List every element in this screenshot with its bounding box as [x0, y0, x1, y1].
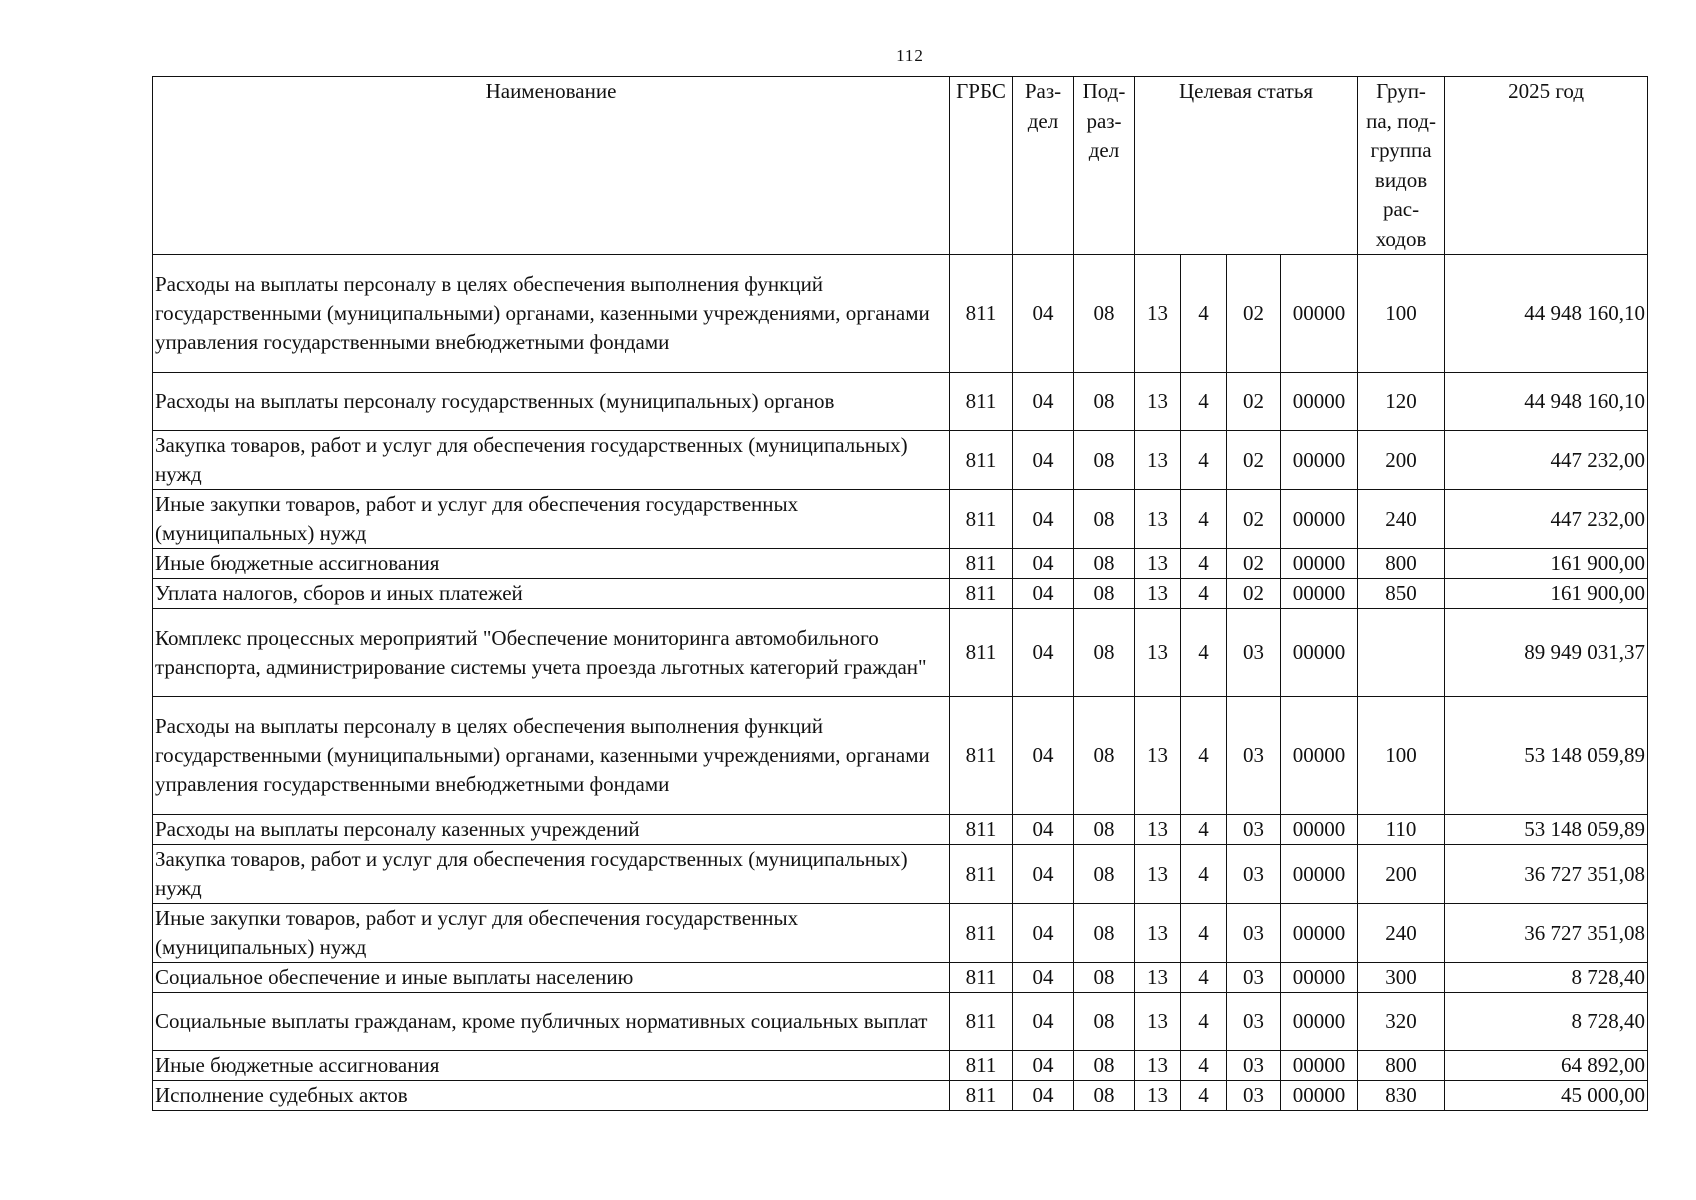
table-row: [153, 845, 1648, 904]
row-cs-complex: 03: [1227, 1081, 1281, 1111]
row-razdel: 04: [1013, 255, 1074, 373]
row-grbs: 811: [950, 490, 1013, 549]
row-grbs: 811: [950, 255, 1013, 373]
row-cs-program: 13: [1135, 431, 1181, 490]
row-razdel: 04: [1013, 697, 1074, 815]
row-vid-rashodov: 120: [1358, 373, 1445, 431]
row-amount: 161 900,00: [1445, 549, 1648, 579]
table-header-row: [153, 77, 1648, 255]
table-row: [153, 993, 1648, 1051]
row-name: Иные бюджетные ассигнования: [153, 549, 950, 579]
row-cs-type: 4: [1181, 373, 1227, 431]
row-vid-rashodov: 850: [1358, 579, 1445, 609]
row-vid-rashodov: 240: [1358, 490, 1445, 549]
row-cs-complex: 02: [1227, 431, 1281, 490]
row-cs-complex: 03: [1227, 609, 1281, 697]
row-vid-rashodov: 200: [1358, 845, 1445, 904]
row-amount: 447 232,00: [1445, 431, 1648, 490]
row-name: Закупка товаров, работ и услуг для обеспечения государственных (муниципальных) нужд: [153, 431, 950, 490]
row-razdel: 04: [1013, 579, 1074, 609]
row-cs-direction: 00000: [1281, 579, 1358, 609]
row-vid-rashodov: 300: [1358, 963, 1445, 993]
row-cs-complex: 03: [1227, 993, 1281, 1051]
row-cs-direction: 00000: [1281, 963, 1358, 993]
row-cs-complex: 03: [1227, 815, 1281, 845]
header-name: [153, 77, 950, 255]
row-name: Закупка товаров, работ и услуг для обеспечения государственных (муниципальных) нужд: [153, 845, 950, 904]
row-cs-direction: 00000: [1281, 609, 1358, 697]
row-cs-complex: 03: [1227, 904, 1281, 963]
row-cs-type: 4: [1181, 1081, 1227, 1111]
row-podrazdel: 08: [1074, 1051, 1135, 1081]
row-grbs: 811: [950, 697, 1013, 815]
table-row: [153, 697, 1648, 815]
header-celevaya: [1135, 77, 1358, 255]
row-razdel: 04: [1013, 549, 1074, 579]
row-cs-type: 4: [1181, 904, 1227, 963]
table-row: [153, 579, 1648, 609]
row-podrazdel: 08: [1074, 904, 1135, 963]
row-cs-direction: 00000: [1281, 1051, 1358, 1081]
table-row: [153, 963, 1648, 993]
header-year-label: 2025 год: [1508, 79, 1584, 103]
header-name-label: Наименование: [485, 79, 617, 103]
row-name: Социальные выплаты гражданам, кроме публичных нормативных социальных выплат: [153, 993, 950, 1051]
row-cs-complex: 02: [1227, 373, 1281, 431]
row-podrazdel: 08: [1074, 579, 1135, 609]
row-cs-complex: 03: [1227, 697, 1281, 815]
row-vid-rashodov: 100: [1358, 697, 1445, 815]
row-razdel: 04: [1013, 373, 1074, 431]
table-row: [153, 255, 1648, 373]
row-amount: 44 948 160,10: [1445, 255, 1648, 373]
row-name: Иные закупки товаров, работ и услуг для обеспечения государственных (муниципальных) нужд: [153, 904, 950, 963]
row-cs-type: 4: [1181, 845, 1227, 904]
row-cs-program: 13: [1135, 490, 1181, 549]
row-amount: 161 900,00: [1445, 579, 1648, 609]
row-cs-program: 13: [1135, 579, 1181, 609]
row-vid-rashodov: 800: [1358, 1051, 1445, 1081]
row-cs-type: 4: [1181, 255, 1227, 373]
row-amount: 447 232,00: [1445, 490, 1648, 549]
row-cs-program: 13: [1135, 255, 1181, 373]
row-podrazdel: 08: [1074, 490, 1135, 549]
row-cs-complex: 02: [1227, 490, 1281, 549]
row-grbs: 811: [950, 373, 1013, 431]
row-name: Исполнение судебных актов: [153, 1081, 950, 1111]
row-amount: 8 728,40: [1445, 963, 1648, 993]
row-razdel: 04: [1013, 904, 1074, 963]
row-cs-type: 4: [1181, 549, 1227, 579]
row-cs-type: 4: [1181, 490, 1227, 549]
row-name: Расходы на выплаты персоналу в целях обеспечения выполнения функций государственными (муниципальными) органами, казенными учреждениями, органами управления государственными внебюджетными фондами: [153, 255, 950, 373]
row-name: Расходы на выплаты персоналу в целях обеспечения выполнения функций государственными (муниципальными) органами, казенными учреждениями, органами управления государственными внебюджетными фондами: [153, 697, 950, 815]
table-row: [153, 1081, 1648, 1111]
row-razdel: 04: [1013, 1051, 1074, 1081]
row-podrazdel: 08: [1074, 697, 1135, 815]
row-razdel: 04: [1013, 815, 1074, 845]
row-amount: 44 948 160,10: [1445, 373, 1648, 431]
row-amount: 53 148 059,89: [1445, 815, 1648, 845]
row-grbs: 811: [950, 904, 1013, 963]
row-vid-rashodov: 320: [1358, 993, 1445, 1051]
row-grbs: 811: [950, 549, 1013, 579]
table-row: [153, 431, 1648, 490]
row-cs-type: 4: [1181, 1051, 1227, 1081]
row-cs-direction: 00000: [1281, 1081, 1358, 1111]
row-cs-direction: 00000: [1281, 431, 1358, 490]
header-celevaya-label: Целевая статья: [1178, 79, 1314, 103]
row-podrazdel: 08: [1074, 255, 1135, 373]
row-cs-program: 13: [1135, 1081, 1181, 1111]
row-razdel: 04: [1013, 490, 1074, 549]
row-cs-program: 13: [1135, 815, 1181, 845]
row-name: Социальное обеспечение и иные выплаты населению: [153, 963, 950, 993]
row-podrazdel: 08: [1074, 1081, 1135, 1111]
header-grbs-label: ГРБС: [956, 79, 1006, 103]
row-razdel: 04: [1013, 845, 1074, 904]
row-name: Комплекс процессных мероприятий "Обеспечение мониторинга автомобильного транспорта, администрирование системы учета проезда льготных категорий граждан": [153, 609, 950, 697]
row-vid-rashodov: 800: [1358, 549, 1445, 579]
header-year: [1445, 77, 1648, 255]
row-cs-type: 4: [1181, 697, 1227, 815]
page-number: 112: [896, 46, 924, 65]
row-cs-direction: 00000: [1281, 373, 1358, 431]
row-cs-direction: 00000: [1281, 904, 1358, 963]
row-podrazdel: 08: [1074, 609, 1135, 697]
row-cs-type: 4: [1181, 579, 1227, 609]
row-razdel: 04: [1013, 431, 1074, 490]
header-razdel-label: Раз- дел: [1024, 79, 1062, 133]
row-vid-rashodov: [1358, 609, 1445, 697]
row-amount: 64 892,00: [1445, 1051, 1648, 1081]
row-cs-direction: 00000: [1281, 993, 1358, 1051]
table-row: [153, 815, 1648, 845]
row-cs-direction: 00000: [1281, 549, 1358, 579]
row-podrazdel: 08: [1074, 845, 1135, 904]
row-cs-direction: 00000: [1281, 697, 1358, 815]
row-cs-complex: 03: [1227, 845, 1281, 904]
row-cs-program: 13: [1135, 609, 1181, 697]
row-podrazdel: 08: [1074, 549, 1135, 579]
row-amount: 36 727 351,08: [1445, 904, 1648, 963]
header-gruppa: [1358, 77, 1445, 255]
row-grbs: 811: [950, 431, 1013, 490]
row-vid-rashodov: 830: [1358, 1081, 1445, 1111]
row-cs-direction: 00000: [1281, 490, 1358, 549]
row-name: Иные закупки товаров, работ и услуг для обеспечения государственных (муниципальных) нужд: [153, 490, 950, 549]
row-vid-rashodov: 100: [1358, 255, 1445, 373]
row-grbs: 811: [950, 1051, 1013, 1081]
row-podrazdel: 08: [1074, 431, 1135, 490]
header-podrazdel: [1074, 77, 1135, 255]
row-cs-complex: 03: [1227, 963, 1281, 993]
row-grbs: 811: [950, 845, 1013, 904]
row-vid-rashodov: 110: [1358, 815, 1445, 845]
row-podrazdel: 08: [1074, 373, 1135, 431]
header-gruppa-label: Груп- па, под- группа видов рас- ходов: [1366, 79, 1436, 251]
row-name: Расходы на выплаты персоналу казенных учреждений: [153, 815, 950, 845]
table-row: [153, 904, 1648, 963]
row-grbs: 811: [950, 993, 1013, 1051]
row-amount: 89 949 031,37: [1445, 609, 1648, 697]
row-cs-direction: 00000: [1281, 845, 1358, 904]
row-cs-program: 13: [1135, 845, 1181, 904]
row-grbs: 811: [950, 1081, 1013, 1111]
row-cs-direction: 00000: [1281, 815, 1358, 845]
row-cs-complex: 02: [1227, 579, 1281, 609]
budget-table: [152, 76, 1648, 1111]
row-razdel: 04: [1013, 609, 1074, 697]
row-vid-rashodov: 200: [1358, 431, 1445, 490]
row-podrazdel: 08: [1074, 815, 1135, 845]
row-cs-program: 13: [1135, 697, 1181, 815]
table-row: [153, 549, 1648, 579]
table-row: [153, 373, 1648, 431]
table-row: [153, 609, 1648, 697]
row-cs-program: 13: [1135, 993, 1181, 1051]
row-vid-rashodov: 240: [1358, 904, 1445, 963]
header-grbs: [950, 77, 1013, 255]
row-cs-program: 13: [1135, 1051, 1181, 1081]
row-cs-complex: 02: [1227, 255, 1281, 373]
row-cs-type: 4: [1181, 993, 1227, 1051]
row-name: Расходы на выплаты персоналу государственных (муниципальных) органов: [153, 373, 950, 431]
row-cs-complex: 03: [1227, 1051, 1281, 1081]
table-row: [153, 490, 1648, 549]
row-razdel: 04: [1013, 1081, 1074, 1111]
row-grbs: 811: [950, 609, 1013, 697]
row-grbs: 811: [950, 815, 1013, 845]
row-cs-type: 4: [1181, 431, 1227, 490]
row-amount: 36 727 351,08: [1445, 845, 1648, 904]
row-cs-type: 4: [1181, 609, 1227, 697]
table-row: [153, 1051, 1648, 1081]
row-podrazdel: 08: [1074, 993, 1135, 1051]
table-body: [153, 255, 1648, 1111]
row-podrazdel: 08: [1074, 963, 1135, 993]
row-cs-program: 13: [1135, 549, 1181, 579]
row-grbs: 811: [950, 579, 1013, 609]
row-grbs: 811: [950, 963, 1013, 993]
header-podrazdel-label: Под- раз- дел: [1082, 79, 1126, 162]
header-razdel: [1013, 77, 1074, 255]
row-razdel: 04: [1013, 963, 1074, 993]
row-cs-program: 13: [1135, 373, 1181, 431]
row-cs-type: 4: [1181, 963, 1227, 993]
row-cs-program: 13: [1135, 963, 1181, 993]
row-cs-complex: 02: [1227, 549, 1281, 579]
row-amount: 45 000,00: [1445, 1081, 1648, 1111]
row-cs-direction: 00000: [1281, 255, 1358, 373]
row-amount: 8 728,40: [1445, 993, 1648, 1051]
row-name: Уплата налогов, сборов и иных платежей: [153, 579, 950, 609]
row-cs-program: 13: [1135, 904, 1181, 963]
row-amount: 53 148 059,89: [1445, 697, 1648, 815]
row-cs-type: 4: [1181, 815, 1227, 845]
row-name: Иные бюджетные ассигнования: [153, 1051, 950, 1081]
row-razdel: 04: [1013, 993, 1074, 1051]
